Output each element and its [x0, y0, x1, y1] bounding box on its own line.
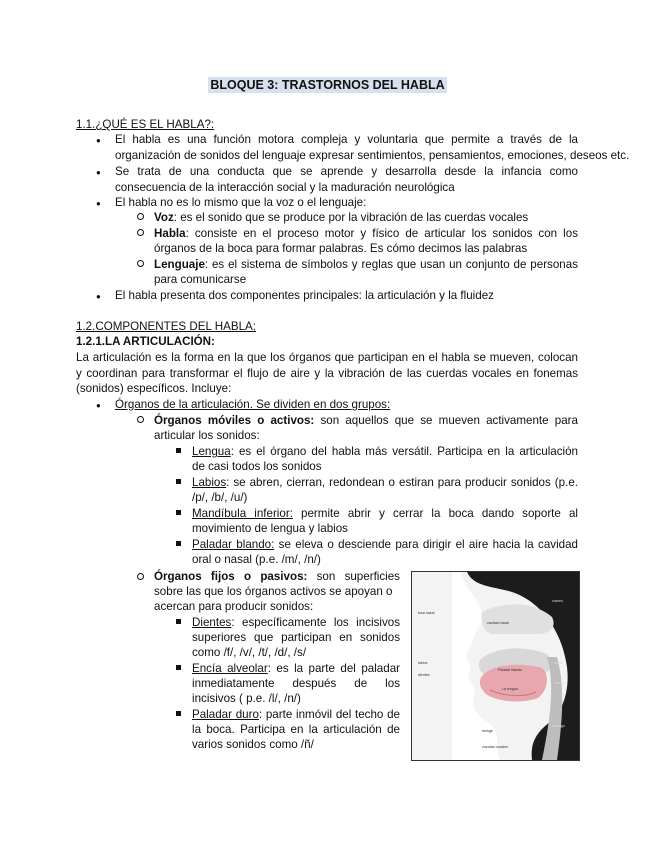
document-title: BLOQUE 3: TRASTORNOS DEL HABLA [210, 78, 445, 92]
svg-text:La lengua: La lengua [502, 687, 518, 691]
paragraph-line: inmediatamente después de los [192, 677, 400, 690]
list-item: Lenguaje: es el sistema de símbolos y reglas que usan un conjunto de personas [154, 258, 578, 271]
paragraph-line: varios sonidos como /ñ/ [192, 738, 314, 751]
circle-bullet-icon [137, 213, 144, 220]
paragraph-line: Se trata de una conducta que se aprende y desarrolla desde la infancia como [115, 165, 578, 178]
list-item: Órganos móviles o activos: son aquellos que se mueven activamente para [154, 414, 578, 427]
paragraph-line: organización de sonidos del lenguaje expresar sentimientos, pensamientos, emociones, deseos etc. [115, 149, 630, 162]
square-bullet-icon [176, 665, 181, 670]
paragraph-line: /p/, /b/, /u/) [192, 491, 248, 504]
paragraph-line: (sonidos) específicos. Incluye: [76, 382, 232, 395]
paragraph-line: superiores que participan en sonidos [192, 631, 400, 644]
paragraph-line: la boca. Participa en la articulación de [192, 723, 400, 736]
svg-text:esófago: esófago [552, 724, 565, 728]
circle-bullet-icon [137, 260, 144, 267]
paragraph-line: movimiento de lengua y labios [192, 522, 348, 535]
paragraph-line: como /f/, /v/, /t/, /d/, /s/ [192, 646, 307, 659]
bullet-icon: ● [96, 292, 101, 301]
paragraph-line: La articulación es la forma en la que los órganos que participan en el habla se mueven, colocan [76, 351, 578, 364]
vocal-tract-diagram [411, 571, 580, 761]
svg-text:Paladar blando: Paladar blando [498, 668, 523, 672]
svg-text:fosa nasal: fosa nasal [418, 611, 435, 615]
list-item: Dientes: específicamente los incisivos [192, 616, 400, 629]
paragraph-line: incisivos ( p.e. /l/, /n/) [192, 692, 301, 705]
list-item: Paladar duro: parte inmóvil del techo de [192, 708, 400, 721]
svg-text:cavidad nasal: cavidad nasal [487, 621, 509, 625]
list-item: Labios: se abren, cierran, redondean o estiran para producir sonidos (p.e. [192, 476, 578, 489]
square-bullet-icon [176, 448, 181, 453]
bullet-icon: ● [96, 199, 101, 208]
paragraph-line: acercan para producir sonidos: [154, 600, 314, 613]
paragraph-line: oral o nasal (p.e. /m/, /n/) [192, 553, 321, 566]
subsection-heading: 1.2.1.LA ARTICULACIÓN: [76, 335, 215, 348]
list-item: Lengua: es el órgano del habla más versátil. Participa en la articulación [192, 445, 578, 458]
svg-text:dientes: dientes [418, 673, 430, 677]
paragraph-line: sobre las que los órganos activos se apoyan o [154, 585, 393, 598]
paragraph-line: y coordinan para transformar el flujo de aire y la vibración de las cuerdas vocales en fonemas [76, 367, 578, 380]
paragraph-line: El habla es una función motora compleja y voluntaria que permite a través de la [115, 133, 578, 146]
section-heading-1-1: 1.1.¿QUÉ ES EL HABLA?: [76, 118, 215, 131]
square-bullet-icon [176, 711, 181, 716]
circle-bullet-icon [137, 416, 144, 423]
bullet-icon: ● [96, 401, 101, 410]
list-item: Órganos fijos o pasivos: son superficies [154, 570, 400, 583]
paragraph-line: de casi todos los sonidos [192, 460, 322, 473]
paragraph-line: Órganos de la articulación. Se dividen en dos grupos: [115, 398, 391, 411]
svg-text:úvula: úvula [554, 661, 563, 665]
section-heading-1-2: 1.2.COMPONENTES DEL HABLA: [76, 320, 256, 333]
paragraph-line: consecuencia de la interacción social y la maduración neurológica [115, 181, 455, 194]
bullet-icon: ● [96, 136, 101, 145]
square-bullet-icon [176, 510, 181, 515]
list-item: Mandíbula inferior: permite abrir y cerrar la boca dando soporte al [192, 507, 578, 520]
list-item: Encía alveolar: es la parte del paladar [192, 662, 400, 675]
paragraph-line: articular los sonidos: [154, 429, 260, 442]
square-bullet-icon [176, 479, 181, 484]
circle-bullet-icon [137, 229, 144, 236]
svg-text:faringe: faringe [554, 681, 565, 685]
list-item: Voz: es el sonido que se produce por la vibración de las cuerdas vocales [154, 211, 529, 224]
bullet-icon: ● [96, 168, 101, 177]
svg-text:laringe: laringe [482, 729, 493, 733]
vocal-tract-illustration [412, 572, 579, 760]
list-item: Habla: consiste en el proceso motor y físico de articular los sonidos con los [154, 227, 578, 240]
paragraph-line: para comunicarse [154, 273, 247, 286]
paragraph-line: El habla no es lo mismo que la voz o el lenguaje: [115, 196, 367, 209]
paragraph-line: El habla presenta dos componentes principales: la articulación y la fluidez [115, 289, 494, 302]
svg-text:labios: labios [418, 661, 428, 665]
square-bullet-icon [176, 541, 181, 546]
square-bullet-icon [176, 619, 181, 624]
circle-bullet-icon [137, 573, 144, 580]
list-item: Paladar blando: se eleva o desciende para dirigir el aire hacia la cavidad [192, 538, 578, 551]
svg-text:cráneo: cráneo [552, 599, 563, 603]
paragraph-line: órganos de la boca para formar palabras. Es cómo decimos las palabras [154, 242, 528, 255]
svg-text:cuerdas vocales: cuerdas vocales [482, 745, 508, 749]
